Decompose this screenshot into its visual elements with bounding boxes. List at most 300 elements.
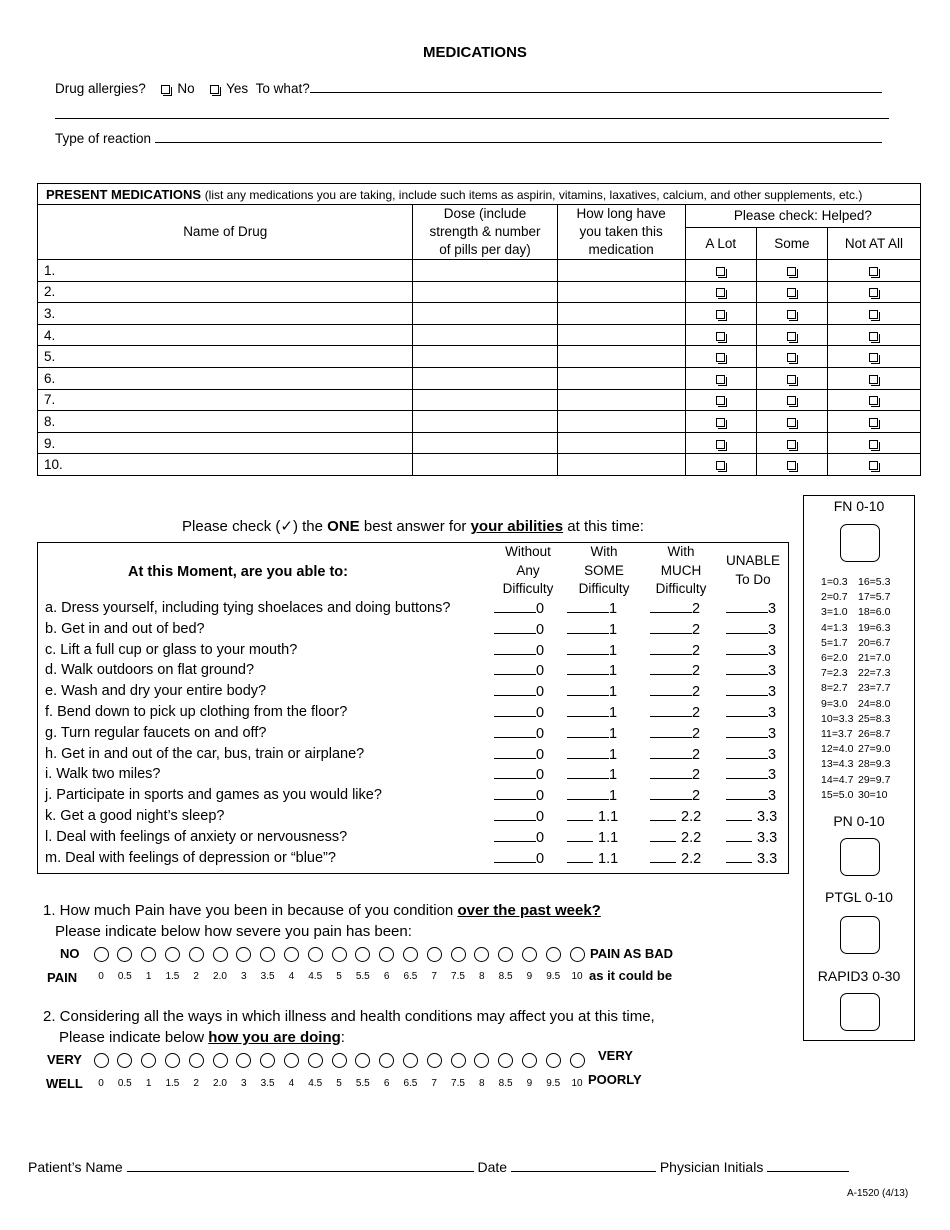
helped-some-checkbox[interactable] [787,310,796,319]
how-long-cell[interactable] [557,411,685,433]
ability-option[interactable] [494,766,544,783]
pain-scale-option[interactable] [332,947,347,962]
helped-some-checkbox[interactable] [787,267,796,276]
pain-scale-tick: 4 [288,971,295,982]
doing-scale-option[interactable] [260,1053,275,1068]
ability-option[interactable] [650,725,700,742]
pain-scale-tick: 3.5 [260,971,275,982]
helped-not-at-all-checkbox[interactable] [869,396,878,405]
pain-scale-option[interactable] [451,947,466,962]
drug-name-cell[interactable] [38,389,413,411]
ability-question: j. Participate in sports and games as you would like? [45,787,382,804]
answer-blank[interactable] [494,746,536,759]
pain-scale-tick: 2.0 [213,971,227,982]
pain-scale-option[interactable] [403,947,418,962]
how-long-cell[interactable] [557,389,685,411]
option-value: 1 [609,767,618,784]
conversion-entry: 13=4.3 [821,758,854,771]
answer-blank[interactable] [650,746,692,759]
helped-some-checkbox[interactable] [787,375,796,384]
pn-score-box[interactable] [840,838,880,876]
helped-some-cell [756,454,827,476]
ability-option[interactable] [650,642,700,659]
date-field[interactable] [511,1159,656,1172]
ability-option[interactable] [494,621,544,638]
doing-scale-option[interactable] [474,1053,489,1068]
ability-option[interactable] [650,766,700,783]
ability-option[interactable] [650,829,701,846]
answer-blank[interactable] [494,662,536,675]
conversion-entry: 21=7.0 [858,652,891,665]
option-value: 0 [536,705,545,721]
answer-blank[interactable] [567,829,593,842]
ability-question: g. Turn regular faucets on and off? [45,724,267,741]
ability-option[interactable] [650,808,701,825]
ability-option[interactable] [650,600,700,617]
answer-blank[interactable] [726,642,768,655]
ability-option[interactable] [567,829,618,846]
how-long-cell[interactable] [557,281,685,303]
conversion-entry: 15=5.0 [821,788,854,801]
doing-scale-option[interactable] [117,1053,132,1068]
answer-blank[interactable] [650,642,692,655]
conversion-entry: 18=6.0 [858,606,891,619]
option-value: 0 [536,621,545,638]
ability-option[interactable] [726,704,776,721]
ability-option[interactable] [726,808,777,825]
doing-scale-option[interactable] [141,1053,156,1068]
ability-option[interactable] [494,808,544,825]
ptgl-label: PTGL 0-10 [825,889,893,905]
answer-blank[interactable] [494,787,536,800]
ability-option[interactable] [726,683,776,700]
doing-scale-tick: 1.5 [165,1078,180,1089]
pain-scale-option[interactable] [355,947,370,962]
row-number: 3. [44,305,56,321]
answer-blank[interactable] [494,621,536,634]
answer-blank[interactable] [494,829,536,842]
pain-scale-option[interactable] [165,947,180,962]
abilities-intro-mid: best answer for [359,518,471,535]
dose-cell[interactable] [413,389,557,411]
how-long-cell[interactable] [557,324,685,346]
helped-not-at-all-checkbox[interactable] [869,375,878,384]
col4-l2: To Do [735,571,771,587]
helped-some-checkbox[interactable] [787,332,796,341]
ability-row [38,642,790,663]
doing-scale-option[interactable] [236,1053,251,1068]
fn-score-box[interactable] [840,524,880,562]
ability-question: h. Get in and out of the car, bus, train or airplane? [45,745,365,762]
answer-blank[interactable] [726,704,768,717]
answer-blank[interactable] [567,725,609,738]
ability-option[interactable] [726,850,777,867]
ability-option[interactable] [567,850,618,867]
helped-a-lot-checkbox[interactable] [716,418,725,427]
pain-scale-option[interactable] [522,947,537,962]
how-long-cell[interactable] [557,260,685,282]
answer-blank[interactable] [726,766,768,779]
helped-not-at-all-checkbox[interactable] [869,332,878,341]
answer-blank[interactable] [650,850,676,863]
doing-left-2: WELL [46,1076,83,1091]
ability-option[interactable] [650,787,700,804]
answer-blank[interactable] [726,829,752,842]
doing-scale-option[interactable] [355,1053,370,1068]
option-value: 0 [536,642,545,659]
ability-option[interactable] [494,683,544,700]
answer-blank[interactable] [567,766,609,779]
dose-cell[interactable] [413,432,557,454]
ability-option[interactable] [726,662,776,679]
scoring-box [803,495,915,1041]
helped-not-at-all-checkbox[interactable] [869,440,878,449]
ability-question: b. Get in and out of bed? [45,620,205,637]
answer-blank[interactable] [726,787,768,800]
dose-cell[interactable] [413,346,557,368]
drug-name-cell[interactable] [38,367,413,389]
helped-a-lot-checkbox[interactable] [716,353,725,362]
drug-name-cell[interactable] [38,346,413,368]
dose-cell[interactable] [413,324,557,346]
option-value: 2 [692,684,701,701]
drug-name-cell[interactable] [38,411,413,433]
allergy-yes-checkbox[interactable] [210,85,219,94]
pain-scale-option[interactable] [213,947,228,962]
answer-blank[interactable] [494,725,536,738]
helped-some-cell [756,346,827,368]
pain-scale-tick: 5 [336,971,342,982]
option-value: 0 [536,809,545,825]
conversion-row [821,727,895,742]
answer-blank[interactable] [726,746,768,759]
medication-row [38,411,921,433]
pain-question [43,902,601,919]
option-value: 3 [768,601,777,617]
dose-cell[interactable] [413,454,557,476]
doing-scale-option[interactable] [379,1053,394,1068]
pain-scale-option[interactable] [379,947,394,962]
option-value: 1 [609,788,618,805]
pain-left-2: PAIN [47,970,78,985]
ability-option[interactable] [650,850,701,867]
answer-blank[interactable] [650,662,692,675]
row-number: 9. [44,435,56,451]
answer-blank[interactable] [494,704,536,717]
dose-cell[interactable] [413,411,557,433]
ability-option[interactable] [650,704,700,721]
answer-blank[interactable] [650,725,692,738]
answer-blank[interactable] [567,621,609,634]
conversion-entry: 14=4.7 [821,773,854,786]
answer-blank[interactable] [494,808,536,821]
answer-blank[interactable] [494,766,536,779]
conversion-entry: 6=2.0 [821,652,848,665]
ability-option[interactable] [650,621,700,638]
drug-name-cell[interactable] [38,281,413,303]
pain-scale-option[interactable] [284,947,299,962]
helped-some-cell [756,389,827,411]
ability-option[interactable] [726,621,776,638]
pain-scale-option[interactable] [546,947,561,962]
helped-some-checkbox[interactable] [787,461,796,470]
dose-cell[interactable] [413,281,557,303]
medication-row [38,454,921,476]
ability-option[interactable] [567,725,617,742]
answer-blank[interactable] [567,850,593,863]
doing-sub-emphasis: how you are doing [208,1029,341,1046]
ability-option[interactable] [650,746,700,763]
how-long-cell[interactable] [557,454,685,476]
helped-a-lot-checkbox[interactable] [716,396,725,405]
helped-a-lot-checkbox[interactable] [716,375,725,384]
reaction-field[interactable] [155,130,882,143]
doing-scale-option[interactable] [522,1053,537,1068]
col-much-difficulty [646,543,716,599]
ability-row [38,725,790,746]
ability-option[interactable] [726,746,776,763]
pain-scale-option[interactable] [308,947,323,962]
doing-scale-option[interactable] [498,1053,513,1068]
ability-option[interactable] [494,746,544,763]
col-without-difficulty [493,543,563,599]
ability-option[interactable] [494,725,544,742]
conversion-entry: 7=2.3 [821,667,848,680]
drug-name-cell[interactable] [38,432,413,454]
pain-scale-option[interactable] [141,947,156,962]
helped-not-at-all-checkbox[interactable] [869,310,878,319]
helped-some-checkbox[interactable] [787,440,796,449]
option-value: 2 [692,601,701,617]
answer-blank[interactable] [567,808,593,821]
doing-scale-option[interactable] [94,1053,109,1068]
conversion-entry: 30=10 [858,788,888,801]
drug-name-cell[interactable] [38,324,413,346]
helped-not-at-all-cell [827,454,920,476]
helped-some-checkbox[interactable] [787,353,796,362]
answer-blank[interactable] [567,746,609,759]
dose-cell[interactable] [413,303,557,325]
helped-some-cell [756,324,827,346]
pain-scale-option[interactable] [474,947,489,962]
answer-blank[interactable] [650,808,676,821]
option-value: 2.2 [681,809,702,825]
pain-scale-option[interactable] [260,947,275,962]
doing-scale-option[interactable] [427,1053,442,1068]
helped-a-lot-checkbox[interactable] [716,440,725,449]
helped-not-at-all-checkbox[interactable] [869,353,878,362]
allergy-extra-field[interactable] [55,118,889,119]
helped-not-at-all-checkbox[interactable] [869,461,878,470]
ability-option[interactable] [650,662,700,679]
ability-option[interactable] [494,850,544,867]
helped-some-checkbox[interactable] [787,288,796,297]
answer-blank[interactable] [650,621,692,634]
answer-blank[interactable] [726,621,768,634]
how-long-cell[interactable] [557,346,685,368]
ability-option[interactable] [726,725,776,742]
answer-blank[interactable] [726,850,752,863]
how-long-cell[interactable] [557,367,685,389]
answer-blank[interactable] [494,642,536,655]
ability-option[interactable] [567,808,618,825]
helped-a-lot-checkbox[interactable] [716,267,725,276]
pain-scale-option[interactable] [498,947,513,962]
ability-option[interactable] [567,621,617,638]
allergy-no-checkbox[interactable] [161,85,170,94]
answer-blank[interactable] [567,704,609,717]
ability-option[interactable] [494,600,544,617]
ability-option[interactable] [726,642,776,659]
ability-option[interactable] [567,787,617,804]
pain-question-text: 1. How much Pain have you been in because of you condition [43,902,458,919]
option-value: 1 [609,684,618,701]
helped-some-cell [756,260,827,282]
ability-option[interactable] [494,704,544,721]
drug-name-cell[interactable] [38,303,413,325]
ability-option[interactable] [567,600,617,617]
doing-scale-option[interactable] [308,1053,323,1068]
patient-name-field[interactable] [127,1159,474,1172]
helped-some-cell [756,281,827,303]
rapid3-score-box[interactable] [840,993,880,1031]
doing-scale-option[interactable] [213,1053,228,1068]
ability-option[interactable] [494,829,544,846]
helped-not-at-all-cell [827,389,920,411]
helped-not-at-all-cell [827,411,920,433]
option-value: 1 [609,601,618,617]
conversion-entry: 4=1.3 [821,621,848,634]
allergies-line [55,80,882,96]
answer-blank[interactable] [494,683,536,696]
helped-a-lot-checkbox[interactable] [716,461,725,470]
answer-blank[interactable] [567,683,609,696]
answer-blank[interactable] [650,683,692,696]
helped-a-lot-cell [685,432,756,454]
ability-question: c. Lift a full cup or glass to your mouth? [45,641,298,658]
answer-blank[interactable] [726,600,768,613]
ability-option[interactable] [567,683,617,700]
doing-scale-option[interactable] [332,1053,347,1068]
option-value: 2 [692,788,701,805]
answer-blank[interactable] [567,642,609,655]
pain-scale-option[interactable] [427,947,442,962]
pain-scale-tick: 0 [98,971,104,982]
ability-option[interactable] [494,662,544,679]
answer-blank[interactable] [650,766,692,779]
pain-scale-option[interactable] [189,947,204,962]
ability-option[interactable] [567,662,617,679]
dose-cell[interactable] [413,367,557,389]
allergy-to-what-field[interactable] [310,80,882,93]
option-value: 3 [768,642,777,659]
doing-scale-tick: 3 [241,1078,247,1089]
pain-scale-tick: 5.5 [355,971,370,982]
ability-option[interactable] [494,787,544,804]
how-long-cell[interactable] [557,303,685,325]
col-some: Some [756,228,827,260]
ability-option[interactable] [726,600,776,617]
doing-scale-tick: 6 [383,1078,390,1089]
doing-scale-option[interactable] [189,1053,204,1068]
answer-blank[interactable] [650,787,692,800]
medications-heading-cell [38,184,921,205]
helped-not-at-all-checkbox[interactable] [869,288,878,297]
option-value: 0 [536,725,545,742]
conversion-entry: 25=8.3 [858,712,891,725]
doing-scale-option[interactable] [403,1053,418,1068]
option-value: 3 [768,621,777,638]
pain-scale-option[interactable] [117,947,132,962]
pain-scale-option[interactable] [236,947,251,962]
answer-blank[interactable] [494,600,536,613]
answer-blank[interactable] [567,787,609,800]
ability-option[interactable] [567,746,617,763]
ability-option[interactable] [726,829,777,846]
conversion-entry: 3=1.0 [821,606,848,619]
conversion-row [821,621,895,636]
ability-option[interactable] [650,683,700,700]
ability-option[interactable] [567,704,617,721]
option-value: 1 [609,705,618,721]
helped-not-at-all-checkbox[interactable] [869,418,878,427]
ability-option[interactable] [494,642,544,659]
dose-cell[interactable] [413,260,557,282]
doing-scale-option[interactable] [570,1053,585,1068]
answer-blank[interactable] [726,808,752,821]
helped-some-checkbox[interactable] [787,396,796,405]
ptgl-score-box[interactable] [840,916,880,954]
helped-a-lot-checkbox[interactable] [716,310,725,319]
option-value: 2 [692,746,701,763]
doing-sub [59,1029,345,1046]
pain-scale-option[interactable] [570,947,585,962]
answer-blank[interactable] [726,662,768,675]
doing-scale-option[interactable] [546,1053,561,1068]
how-long-cell[interactable] [557,432,685,454]
helped-not-at-all-checkbox[interactable] [869,267,878,276]
answer-blank[interactable] [494,850,536,863]
answer-blank[interactable] [567,600,609,613]
answer-blank[interactable] [726,725,768,738]
answer-blank[interactable] [650,704,692,717]
drug-name-cell[interactable] [38,260,413,282]
drug-name-cell[interactable] [38,454,413,476]
col-unable [718,552,788,589]
answer-blank[interactable] [567,662,609,675]
ability-option[interactable] [567,766,617,783]
option-value: 3.3 [757,829,778,846]
ability-option[interactable] [726,766,776,783]
conversion-row [821,712,895,727]
answer-blank[interactable] [650,829,676,842]
helped-a-lot-checkbox[interactable] [716,288,725,297]
conversion-row [821,651,895,666]
physician-initials-field[interactable] [767,1159,849,1172]
doing-scale-option[interactable] [451,1053,466,1068]
pain-scale-option[interactable] [94,947,109,962]
ability-option[interactable] [726,787,776,804]
answer-blank[interactable] [650,600,692,613]
helped-a-lot-cell [685,411,756,433]
ability-option[interactable] [567,642,617,659]
doing-scale-option[interactable] [284,1053,299,1068]
doing-scale-option[interactable] [165,1053,180,1068]
helped-some-checkbox[interactable] [787,418,796,427]
helped-a-lot-checkbox[interactable] [716,332,725,341]
answer-blank[interactable] [726,683,768,696]
col-a-lot: A Lot [685,228,756,260]
